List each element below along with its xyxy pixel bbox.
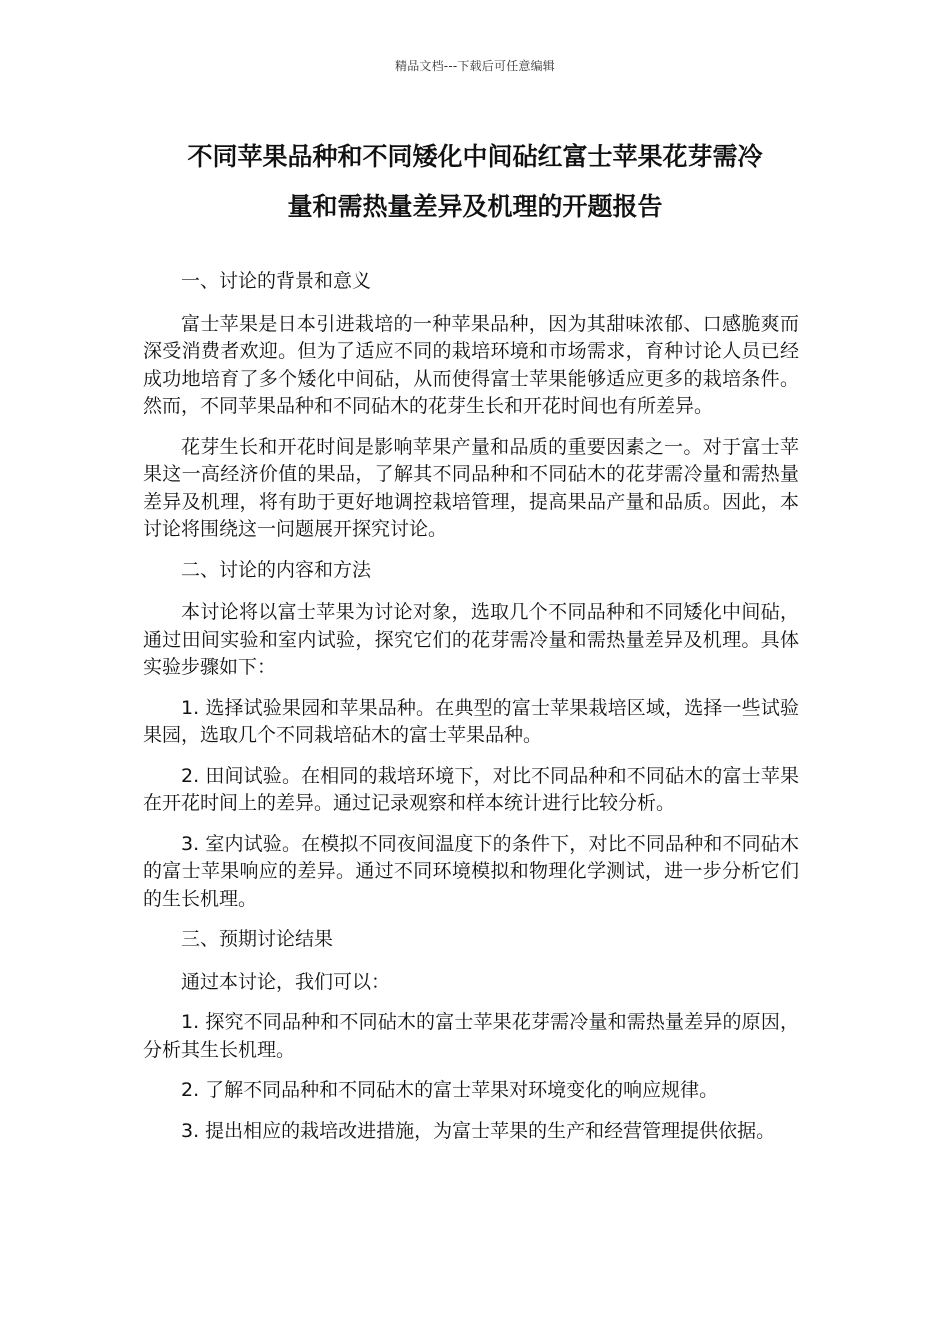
paragraph-method-step-3: 3. 室内试验。在模拟不同夜间温度下的条件下，对比不同品种和不同砧木的富士苹果响应的差异。通过不同环境模拟和物理化学测试，进一步分析它们的生长机理。 — [143, 832, 799, 910]
title-line-2: 量和需热量差异及机理的开题报告 — [287, 192, 663, 221]
paragraph-results-intro: 通过本讨论，我们可以： — [181, 970, 391, 993]
paragraph-background-2: 花芽生长和开花时间是影响苹果产量和品质的重要因素之一。对于富士苹果这一高经济价值的果品，了解其不同品种和不同砧木的花芽需冷量和需热量差异及机理，将有助于更好地调控栽培管理，提高果品产量和品质。因此，本讨论将围绕这一问题展开探究讨论。 — [143, 435, 799, 540]
section-heading-methods: 二、讨论的内容和方法 — [181, 558, 372, 581]
paragraph-background-1: 富士苹果是日本引进栽培的一种苹果品种，因为其甜味浓郁、口感脆爽而深受消费者欢迎。但为了适应不同的栽培环境和市场需求，育种讨论人员已经成功地培育了多个矮化中间砧，从而使得富士苹果能够适应更多的栽培条件。然而，不同苹果品种和不同砧木的花芽生长和开花时间也有所差异。 — [143, 312, 799, 417]
paragraph-method-step-2: 2. 田间试验。在相同的栽培环境下，对比不同品种和不同砧木的富士苹果在开花时间上的差异。通过记录观察和样本统计进行比较分析。 — [143, 764, 799, 814]
document-body — [143, 268, 799, 1158]
page-header: 精品文档---下载后可任意编辑 — [395, 59, 555, 73]
paragraph-result-3: 3. 提出相应的栽培改进措施，为富士苹果的生产和经营管理提供依据。 — [181, 1119, 776, 1142]
title-line-1: 不同苹果品种和不同矮化中间砧红富士苹果花芽需冷 — [187, 142, 763, 171]
document-title — [140, 132, 810, 232]
paragraph-methods-intro: 本讨论将以富士苹果为讨论对象，选取几个不同品种和不同矮化中间砧，通过田间实验和室内试验，探究它们的花芽需冷量和需热量差异及机理。具体实验步骤如下： — [143, 601, 799, 678]
section-heading-background: 一、讨论的背景和意义 — [181, 270, 372, 292]
paragraph-result-2: 2. 了解不同品种和不同砧木的富士苹果对环境变化的响应规律。 — [181, 1079, 719, 1101]
section-heading-results: 三、预期讨论结果 — [181, 928, 334, 950]
paragraph-result-1: 1. 探究不同品种和不同砧木的富士苹果花芽需冷量和需热量差异的原因，分析其生长机理。 — [143, 1011, 799, 1061]
paragraph-method-step-1: 1. 选择试验果园和苹果品种。在典型的富士苹果栽培区域，选择一些试验果园，选取几个不同栽培砧木的富士苹果品种。 — [143, 696, 799, 746]
